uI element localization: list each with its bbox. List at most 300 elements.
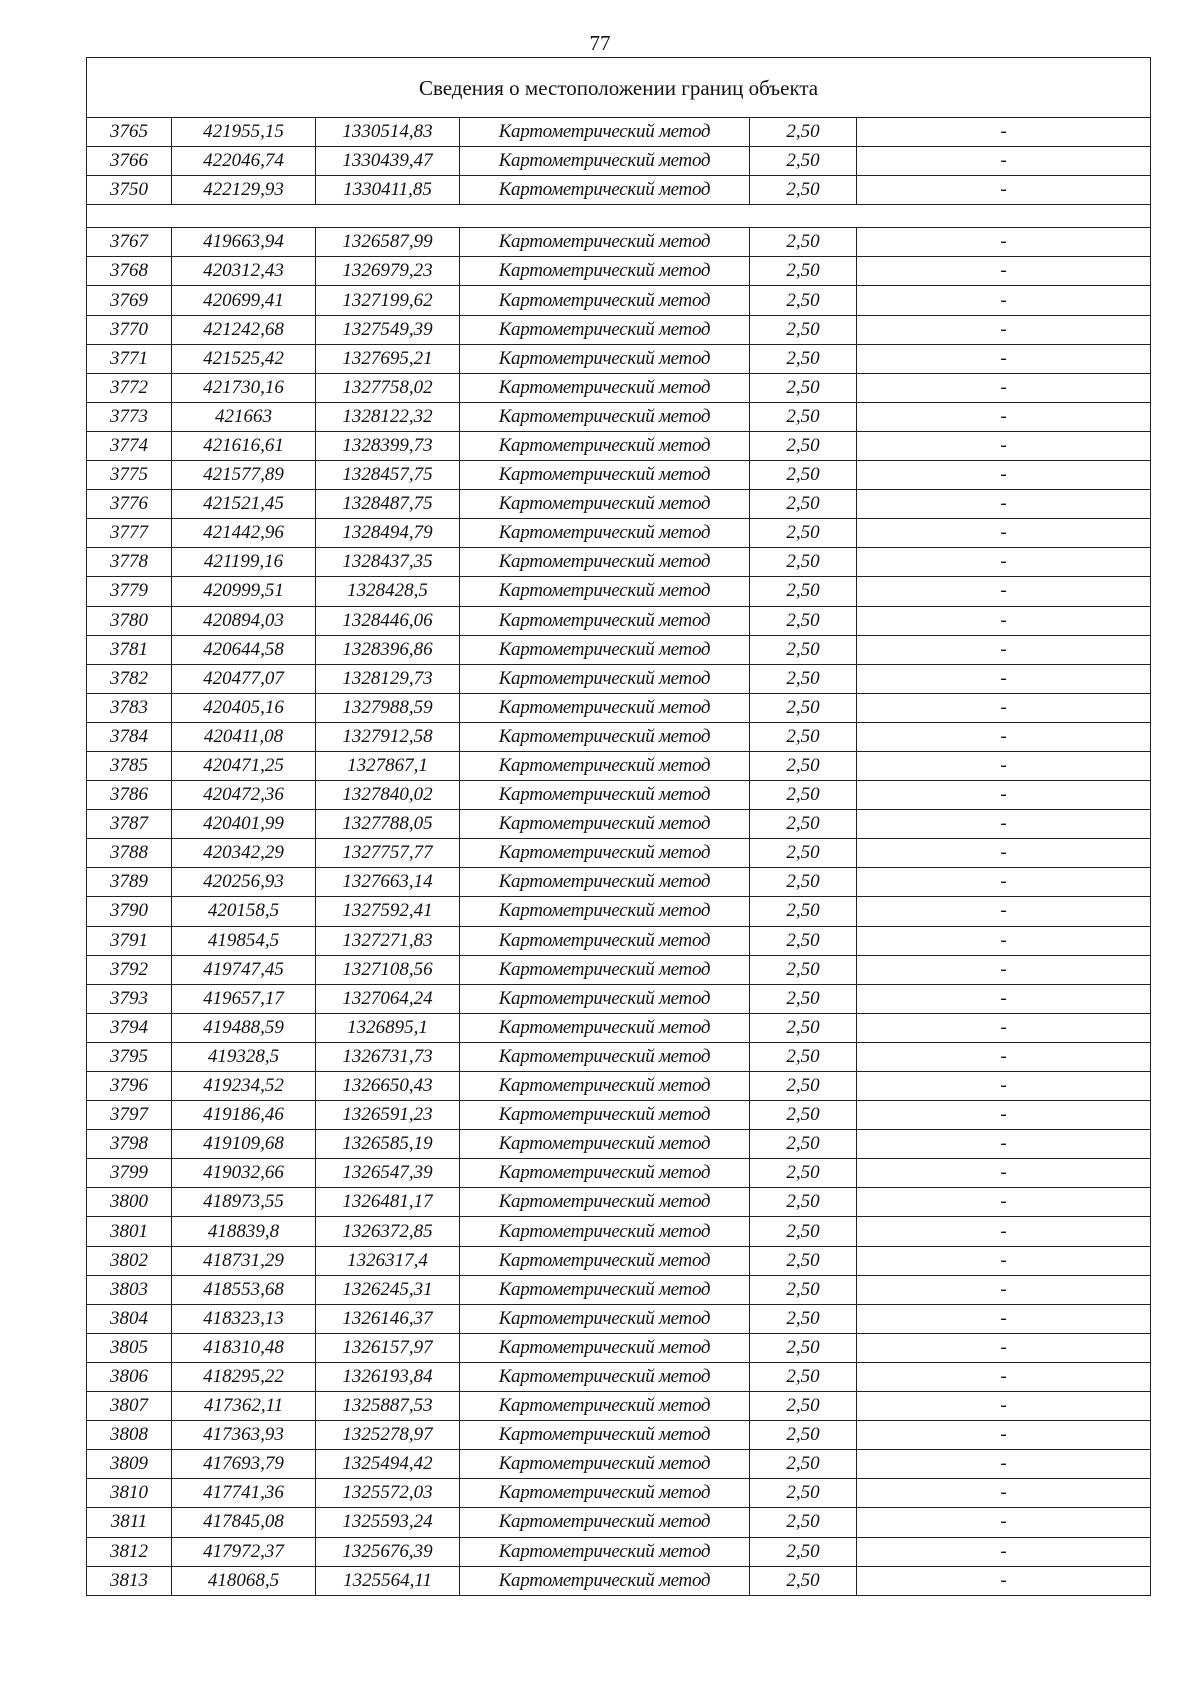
table-row	[87, 1101, 1151, 1130]
note-cell: -	[857, 431, 1151, 460]
precision-cell: 2,50	[750, 1188, 857, 1217]
y-coordinate-cell: 1327592,41	[316, 897, 460, 926]
y-coordinate-cell: 1328122,32	[316, 402, 460, 431]
point-number-cell: 3799	[87, 1159, 172, 1188]
note-cell: -	[857, 1217, 1151, 1246]
method-cell: Картометрический метод	[460, 1013, 750, 1042]
table-row	[87, 1450, 1151, 1479]
point-number-cell: 3784	[87, 722, 172, 751]
y-coordinate-cell: 1327271,83	[316, 926, 460, 955]
table-row	[87, 606, 1151, 635]
y-coordinate-cell: 1327549,39	[316, 315, 460, 344]
x-coordinate-cell: 418323,13	[172, 1304, 316, 1333]
x-coordinate-cell: 419109,68	[172, 1130, 316, 1159]
note-cell: -	[857, 722, 1151, 751]
x-coordinate-cell: 420699,41	[172, 286, 316, 315]
x-coordinate-cell: 420644,58	[172, 635, 316, 664]
table-row	[87, 1392, 1151, 1421]
note-cell: -	[857, 635, 1151, 664]
precision-cell: 2,50	[750, 344, 857, 373]
point-number-cell: 3772	[87, 373, 172, 402]
note-cell: -	[857, 118, 1151, 147]
note-cell: -	[857, 664, 1151, 693]
x-coordinate-cell: 420477,07	[172, 664, 316, 693]
precision-cell: 2,50	[750, 868, 857, 897]
note-cell: -	[857, 984, 1151, 1013]
x-coordinate-cell: 417972,37	[172, 1537, 316, 1566]
note-cell: -	[857, 1072, 1151, 1101]
note-cell: -	[857, 693, 1151, 722]
method-cell: Картометрический метод	[460, 868, 750, 897]
precision-cell: 2,50	[750, 722, 857, 751]
table-row	[87, 926, 1151, 955]
point-number-cell: 3796	[87, 1072, 172, 1101]
point-number-cell: 3805	[87, 1333, 172, 1362]
point-number-cell: 3777	[87, 519, 172, 548]
table-row	[87, 868, 1151, 897]
note-cell: -	[857, 868, 1151, 897]
precision-cell: 2,50	[750, 373, 857, 402]
table-row	[87, 1537, 1151, 1566]
point-number-cell: 3813	[87, 1566, 172, 1595]
precision-cell: 2,50	[750, 519, 857, 548]
method-cell: Картометрический метод	[460, 664, 750, 693]
precision-cell: 2,50	[750, 751, 857, 780]
y-coordinate-cell: 1327757,77	[316, 839, 460, 868]
precision-cell: 2,50	[750, 1362, 857, 1391]
note-cell: -	[857, 1392, 1151, 1421]
x-coordinate-cell: 417363,93	[172, 1421, 316, 1450]
precision-cell: 2,50	[750, 926, 857, 955]
precision-cell: 2,50	[750, 286, 857, 315]
table-row	[87, 1217, 1151, 1246]
method-cell: Картометрический метод	[460, 286, 750, 315]
table-row	[87, 519, 1151, 548]
precision-cell: 2,50	[750, 315, 857, 344]
method-cell: Картометрический метод	[460, 548, 750, 577]
y-coordinate-cell: 1325676,39	[316, 1537, 460, 1566]
note-cell: -	[857, 1421, 1151, 1450]
note-cell: -	[857, 1246, 1151, 1275]
x-coordinate-cell: 421242,68	[172, 315, 316, 344]
table-row	[87, 147, 1151, 176]
x-coordinate-cell: 421663	[172, 402, 316, 431]
table-row	[87, 1013, 1151, 1042]
y-coordinate-cell: 1328129,73	[316, 664, 460, 693]
x-coordinate-cell: 421525,42	[172, 344, 316, 373]
table-row	[87, 1333, 1151, 1362]
table-row	[87, 344, 1151, 373]
note-cell: -	[857, 1537, 1151, 1566]
precision-cell: 2,50	[750, 897, 857, 926]
method-cell: Картометрический метод	[460, 635, 750, 664]
point-number-cell: 3798	[87, 1130, 172, 1159]
note-cell: -	[857, 577, 1151, 606]
method-cell: Картометрический метод	[460, 1217, 750, 1246]
note-cell: -	[857, 1508, 1151, 1537]
x-coordinate-cell: 422129,93	[172, 176, 316, 205]
point-number-cell: 3808	[87, 1421, 172, 1450]
y-coordinate-cell: 1327867,1	[316, 751, 460, 780]
y-coordinate-cell: 1330514,83	[316, 118, 460, 147]
x-coordinate-cell: 421730,16	[172, 373, 316, 402]
method-cell: Картометрический метод	[460, 1421, 750, 1450]
precision-cell: 2,50	[750, 1275, 857, 1304]
x-coordinate-cell: 419234,52	[172, 1072, 316, 1101]
table-row	[87, 257, 1151, 286]
note-cell: -	[857, 147, 1151, 176]
y-coordinate-cell: 1325572,03	[316, 1479, 460, 1508]
table-row	[87, 1479, 1151, 1508]
note-cell: -	[857, 344, 1151, 373]
table-row	[87, 810, 1151, 839]
note-cell: -	[857, 955, 1151, 984]
method-cell: Картометрический метод	[460, 897, 750, 926]
method-cell: Картометрический метод	[460, 147, 750, 176]
note-cell: -	[857, 781, 1151, 810]
y-coordinate-cell: 1327840,02	[316, 781, 460, 810]
y-coordinate-cell: 1330411,85	[316, 176, 460, 205]
note-cell: -	[857, 1566, 1151, 1595]
table-row	[87, 402, 1151, 431]
note-cell: -	[857, 228, 1151, 257]
x-coordinate-cell: 422046,74	[172, 147, 316, 176]
method-cell: Картометрический метод	[460, 781, 750, 810]
point-number-cell: 3788	[87, 839, 172, 868]
point-number-cell: 3792	[87, 955, 172, 984]
precision-cell: 2,50	[750, 635, 857, 664]
point-number-cell: 3765	[87, 118, 172, 147]
table-row	[87, 286, 1151, 315]
point-number-cell: 3774	[87, 431, 172, 460]
x-coordinate-cell: 417845,08	[172, 1508, 316, 1537]
point-number-cell: 3779	[87, 577, 172, 606]
note-cell: -	[857, 286, 1151, 315]
x-coordinate-cell: 418068,5	[172, 1566, 316, 1595]
method-cell: Картометрический метод	[460, 490, 750, 519]
y-coordinate-cell: 1325887,53	[316, 1392, 460, 1421]
point-number-cell: 3800	[87, 1188, 172, 1217]
boundary-table	[86, 57, 1151, 1596]
y-coordinate-cell: 1325278,97	[316, 1421, 460, 1450]
note-cell: -	[857, 1042, 1151, 1071]
y-coordinate-cell: 1328446,06	[316, 606, 460, 635]
table-row	[87, 1042, 1151, 1071]
y-coordinate-cell: 1328457,75	[316, 461, 460, 490]
method-cell: Картометрический метод	[460, 257, 750, 286]
note-cell: -	[857, 1333, 1151, 1362]
method-cell: Картометрический метод	[460, 1450, 750, 1479]
table-row	[87, 664, 1151, 693]
x-coordinate-cell: 418839,8	[172, 1217, 316, 1246]
y-coordinate-cell: 1326650,43	[316, 1072, 460, 1101]
method-cell: Картометрический метод	[460, 315, 750, 344]
x-coordinate-cell: 421616,61	[172, 431, 316, 460]
point-number-cell: 3795	[87, 1042, 172, 1071]
table-title: Сведения о местоположении границ объекта	[87, 58, 1151, 118]
y-coordinate-cell: 1326731,73	[316, 1042, 460, 1071]
table-row	[87, 1246, 1151, 1275]
note-cell: -	[857, 490, 1151, 519]
x-coordinate-cell: 420471,25	[172, 751, 316, 780]
precision-cell: 2,50	[750, 548, 857, 577]
method-cell: Картометрический метод	[460, 1072, 750, 1101]
method-cell: Картометрический метод	[460, 1275, 750, 1304]
point-number-cell: 3781	[87, 635, 172, 664]
table-row	[87, 984, 1151, 1013]
table-row	[87, 693, 1151, 722]
point-number-cell: 3804	[87, 1304, 172, 1333]
method-cell: Картометрический метод	[460, 519, 750, 548]
x-coordinate-cell: 417362,11	[172, 1392, 316, 1421]
table-row	[87, 228, 1151, 257]
precision-cell: 2,50	[750, 1566, 857, 1595]
point-number-cell: 3791	[87, 926, 172, 955]
table-row	[87, 461, 1151, 490]
table-row	[87, 1508, 1151, 1537]
point-number-cell: 3750	[87, 176, 172, 205]
table-row	[87, 781, 1151, 810]
precision-cell: 2,50	[750, 461, 857, 490]
x-coordinate-cell: 420999,51	[172, 577, 316, 606]
precision-cell: 2,50	[750, 1392, 857, 1421]
point-number-cell: 3785	[87, 751, 172, 780]
table-row	[87, 1566, 1151, 1595]
note-cell: -	[857, 1479, 1151, 1508]
note-cell: -	[857, 606, 1151, 635]
table-row	[87, 176, 1151, 205]
point-number-cell: 3782	[87, 664, 172, 693]
y-coordinate-cell: 1327199,62	[316, 286, 460, 315]
note-cell: -	[857, 1130, 1151, 1159]
note-cell: -	[857, 1159, 1151, 1188]
method-cell: Картометрический метод	[460, 1392, 750, 1421]
note-cell: -	[857, 461, 1151, 490]
precision-cell: 2,50	[750, 955, 857, 984]
table-header-row	[87, 58, 1151, 118]
method-cell: Картометрический метод	[460, 1042, 750, 1071]
table-row	[87, 1362, 1151, 1391]
x-coordinate-cell: 418731,29	[172, 1246, 316, 1275]
precision-cell: 2,50	[750, 606, 857, 635]
note-cell: -	[857, 1013, 1151, 1042]
method-cell: Картометрический метод	[460, 373, 750, 402]
group-separator-row	[87, 205, 1151, 228]
method-cell: Картометрический метод	[460, 606, 750, 635]
y-coordinate-cell: 1327988,59	[316, 693, 460, 722]
table-row	[87, 955, 1151, 984]
y-coordinate-cell: 1326481,17	[316, 1188, 460, 1217]
y-coordinate-cell: 1325564,11	[316, 1566, 460, 1595]
y-coordinate-cell: 1326146,37	[316, 1304, 460, 1333]
point-number-cell: 3807	[87, 1392, 172, 1421]
precision-cell: 2,50	[750, 839, 857, 868]
note-cell: -	[857, 519, 1151, 548]
x-coordinate-cell: 420405,16	[172, 693, 316, 722]
point-number-cell: 3780	[87, 606, 172, 635]
precision-cell: 2,50	[750, 1101, 857, 1130]
x-coordinate-cell: 421199,16	[172, 548, 316, 577]
table-row	[87, 751, 1151, 780]
precision-cell: 2,50	[750, 1217, 857, 1246]
table-row	[87, 1421, 1151, 1450]
table-row	[87, 839, 1151, 868]
y-coordinate-cell: 1326157,97	[316, 1333, 460, 1362]
point-number-cell: 3768	[87, 257, 172, 286]
note-cell: -	[857, 1188, 1151, 1217]
y-coordinate-cell: 1328494,79	[316, 519, 460, 548]
table-row	[87, 1275, 1151, 1304]
y-coordinate-cell: 1326585,19	[316, 1130, 460, 1159]
method-cell: Картометрический метод	[460, 344, 750, 373]
x-coordinate-cell: 421442,96	[172, 519, 316, 548]
note-cell: -	[857, 839, 1151, 868]
point-number-cell: 3766	[87, 147, 172, 176]
method-cell: Картометрический метод	[460, 1537, 750, 1566]
precision-cell: 2,50	[750, 1130, 857, 1159]
table-row	[87, 897, 1151, 926]
y-coordinate-cell: 1327663,14	[316, 868, 460, 897]
point-number-cell: 3787	[87, 810, 172, 839]
point-number-cell: 3809	[87, 1450, 172, 1479]
table-row	[87, 315, 1151, 344]
x-coordinate-cell: 419657,17	[172, 984, 316, 1013]
x-coordinate-cell: 419488,59	[172, 1013, 316, 1042]
y-coordinate-cell: 1325593,24	[316, 1508, 460, 1537]
x-coordinate-cell: 420256,93	[172, 868, 316, 897]
note-cell: -	[857, 897, 1151, 926]
method-cell: Картометрический метод	[460, 228, 750, 257]
method-cell: Картометрический метод	[460, 402, 750, 431]
point-number-cell: 3801	[87, 1217, 172, 1246]
precision-cell: 2,50	[750, 1246, 857, 1275]
point-number-cell: 3775	[87, 461, 172, 490]
point-number-cell: 3793	[87, 984, 172, 1013]
precision-cell: 2,50	[750, 431, 857, 460]
y-coordinate-cell: 1330439,47	[316, 147, 460, 176]
y-coordinate-cell: 1327912,58	[316, 722, 460, 751]
y-coordinate-cell: 1326372,85	[316, 1217, 460, 1246]
precision-cell: 2,50	[750, 1333, 857, 1362]
table-row	[87, 373, 1151, 402]
method-cell: Картометрический метод	[460, 810, 750, 839]
precision-cell: 2,50	[750, 1304, 857, 1333]
x-coordinate-cell: 419032,66	[172, 1159, 316, 1188]
x-coordinate-cell: 419663,94	[172, 228, 316, 257]
method-cell: Картометрический метод	[460, 461, 750, 490]
precision-cell: 2,50	[750, 664, 857, 693]
x-coordinate-cell: 419328,5	[172, 1042, 316, 1071]
precision-cell: 2,50	[750, 490, 857, 519]
x-coordinate-cell: 418553,68	[172, 1275, 316, 1304]
y-coordinate-cell: 1327695,21	[316, 344, 460, 373]
page-number: 77	[589, 31, 611, 55]
method-cell: Картометрический метод	[460, 1479, 750, 1508]
note-cell: -	[857, 548, 1151, 577]
x-coordinate-cell: 421577,89	[172, 461, 316, 490]
note-cell: -	[857, 751, 1151, 780]
precision-cell: 2,50	[750, 1508, 857, 1537]
note-cell: -	[857, 1450, 1151, 1479]
point-number-cell: 3773	[87, 402, 172, 431]
y-coordinate-cell: 1325494,42	[316, 1450, 460, 1479]
method-cell: Картометрический метод	[460, 1159, 750, 1188]
method-cell: Картометрический метод	[460, 984, 750, 1013]
table-row	[87, 1188, 1151, 1217]
method-cell: Картометрический метод	[460, 1566, 750, 1595]
x-coordinate-cell: 421955,15	[172, 118, 316, 147]
note-cell: -	[857, 402, 1151, 431]
precision-cell: 2,50	[750, 257, 857, 286]
point-number-cell: 3770	[87, 315, 172, 344]
table-row	[87, 118, 1151, 147]
x-coordinate-cell: 420894,03	[172, 606, 316, 635]
table-row	[87, 431, 1151, 460]
x-coordinate-cell: 417693,79	[172, 1450, 316, 1479]
precision-cell: 2,50	[750, 1072, 857, 1101]
point-number-cell: 3803	[87, 1275, 172, 1304]
precision-cell: 2,50	[750, 1159, 857, 1188]
method-cell: Картометрический метод	[460, 1362, 750, 1391]
x-coordinate-cell: 419186,46	[172, 1101, 316, 1130]
y-coordinate-cell: 1326317,4	[316, 1246, 460, 1275]
table-row	[87, 635, 1151, 664]
y-coordinate-cell: 1328487,75	[316, 490, 460, 519]
x-coordinate-cell: 420158,5	[172, 897, 316, 926]
note-cell: -	[857, 257, 1151, 286]
table-row	[87, 1072, 1151, 1101]
point-number-cell: 3794	[87, 1013, 172, 1042]
y-coordinate-cell: 1328399,73	[316, 431, 460, 460]
precision-cell: 2,50	[750, 984, 857, 1013]
method-cell: Картометрический метод	[460, 955, 750, 984]
precision-cell: 2,50	[750, 176, 857, 205]
y-coordinate-cell: 1326895,1	[316, 1013, 460, 1042]
y-coordinate-cell: 1326193,84	[316, 1362, 460, 1391]
note-cell: -	[857, 1101, 1151, 1130]
point-number-cell: 3812	[87, 1537, 172, 1566]
x-coordinate-cell: 420472,36	[172, 781, 316, 810]
point-number-cell: 3802	[87, 1246, 172, 1275]
y-coordinate-cell: 1328437,35	[316, 548, 460, 577]
method-cell: Картометрический метод	[460, 118, 750, 147]
point-number-cell: 3767	[87, 228, 172, 257]
point-number-cell: 3790	[87, 897, 172, 926]
table-row	[87, 1159, 1151, 1188]
point-number-cell: 3783	[87, 693, 172, 722]
method-cell: Картометрический метод	[460, 431, 750, 460]
method-cell: Картометрический метод	[460, 1188, 750, 1217]
method-cell: Картометрический метод	[460, 1333, 750, 1362]
x-coordinate-cell: 417741,36	[172, 1479, 316, 1508]
x-coordinate-cell: 418973,55	[172, 1188, 316, 1217]
precision-cell: 2,50	[750, 781, 857, 810]
note-cell: -	[857, 1362, 1151, 1391]
method-cell: Картометрический метод	[460, 1246, 750, 1275]
note-cell: -	[857, 810, 1151, 839]
y-coordinate-cell: 1326591,23	[316, 1101, 460, 1130]
y-coordinate-cell: 1328396,86	[316, 635, 460, 664]
method-cell: Картометрический метод	[460, 926, 750, 955]
precision-cell: 2,50	[750, 118, 857, 147]
precision-cell: 2,50	[750, 1479, 857, 1508]
method-cell: Картометрический метод	[460, 839, 750, 868]
y-coordinate-cell: 1326587,99	[316, 228, 460, 257]
point-number-cell: 3797	[87, 1101, 172, 1130]
table-row	[87, 577, 1151, 606]
table-row	[87, 490, 1151, 519]
precision-cell: 2,50	[750, 1450, 857, 1479]
